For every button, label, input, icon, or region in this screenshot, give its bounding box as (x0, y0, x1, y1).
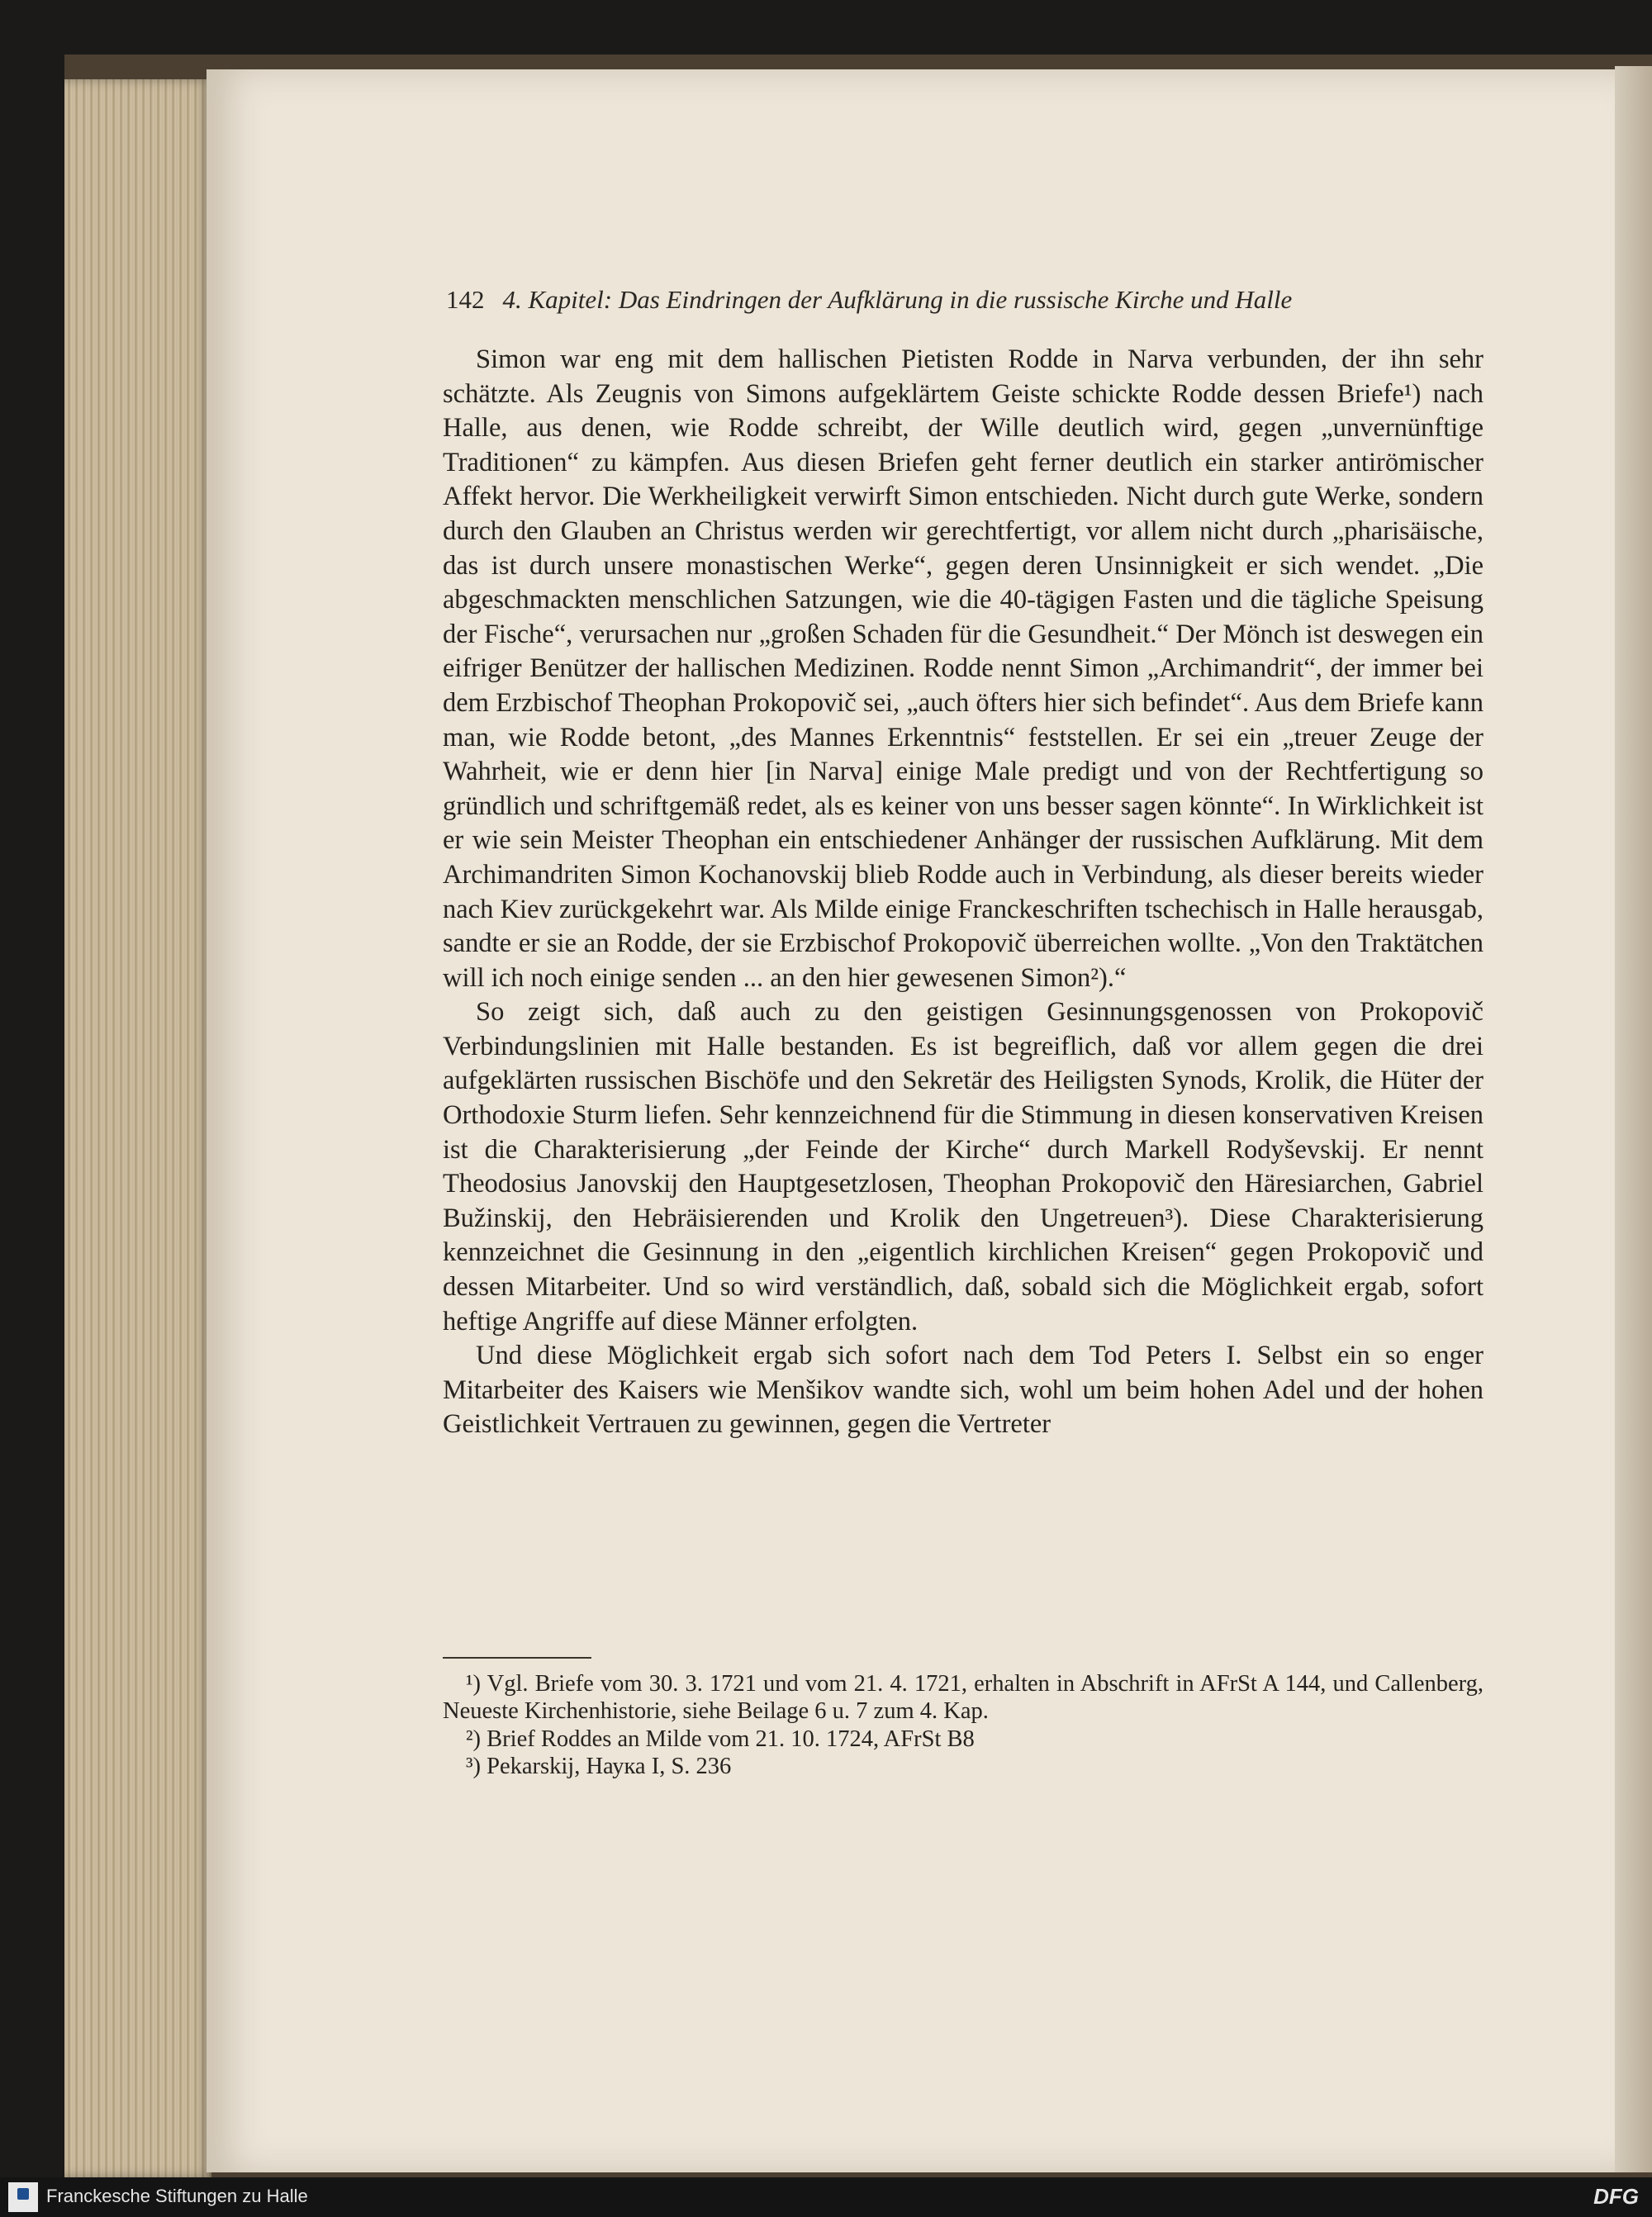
paragraph: So zeigt sich, daß auch zu den geistigen Gesinnungsgenossen von Prokopovič Verbindungslinien mit Halle bestanden. Es ist begreiflich, daß vor allem gegen die drei aufgeklärten russischen Bischöfe und den Sekretär des Heiligsten Synods, Krolik, die Hüter der Orthodoxie Sturm liefen. Sehr kennzeichnend für die Stimmung in diesen konservativen Kreisen ist die Charakterisierung „der Feinde der Kirche“ durch Markell Rodyševskij. Er nennt Theodosius Janovskij den Hauptgesetzlosen, Theophan Prokopovič den Häresiarchen, Gabriel Bužinskij, den Hebräisierenden und Krolik den Ungetreuen³). Diese Charakterisierung kennzeichnet die Gesinnung in den „eigentlich kirchlichen Kreisen“ gegen Prokopovič und dessen Mitarbeiter. Und so wird verständlich, daß, sobald sich die Möglichkeit ergab, sofort heftige Angriffe auf diese Männer erfolgten. (443, 997, 1483, 1336)
page-number: 142 (446, 285, 485, 314)
footnote-separator (443, 1657, 591, 1659)
running-header (446, 285, 1421, 321)
paragraph: Und diese Möglichkeit ergab sich sofort nach dem Tod Peters I. Selbst ein so enger Mitarbeiter des Kaisers wie Menšikov wandte sich, wohl um beim hohen Adel und der hohen Geistlichkeit Vertrauen zu gewinnen, gegen die Vertreter (443, 1341, 1483, 1440)
facing-page-edge (1615, 66, 1652, 2172)
paragraph: Simon war eng mit dem hallischen Pietisten Rodde in Narva verbunden, der ihn sehr schätzte. Als Zeugnis von Simons aufgeklärtem Geiste schickte Rodde dessen Briefe¹) nach Halle, aus denen, wie Rodde schreibt, der Wille deutlich wird, gegen „unvernünftige Traditionen“ zu kämpfen. Aus diesen Briefen geht ferner deutlich ein starker antirömischer Affekt hervor. Die Werkheiligkeit verwirft Simon entschieden. Nicht durch gute Werke, sondern durch den Glauben an Christus werden wir gerechtfertigt, vor allem nicht durch „pharisäische, das ist durch unsere monastischen Werke“, gegen deren Unsinnigkeit er sich wendet. „Die abgeschmackten menschlichen Satzungen, wie die 40-tägigen Fasten und die tägliche Speisung der Fische“, verursachen nur „großen Schaden für die Gesundheit.“ Der Mönch ist deswegen ein eifriger Benützer der hallischen Medizinen. Rodde nennt Simon „Archimandrit“, der immer bei dem Erzbischof Theophan Prokopovič sei, „auch öfters hier sich befindet“. Aus dem Briefe kann man, wie Rodde betont, „des Mannes Erkenntnis“ feststellen. Er sei ein „treuer Zeuge der Wahrheit, wie er denn hier [in Narva] einige Male predigt und von der Rechtfertigung so gründlich und schriftgemäß redet, als es keiner von uns besser sagen könnte“. In Wirklichkeit ist er wie sein Meister Theophan ein entschiedener Anhänger der russischen Aufklärung. Mit dem Archimandriten Simon Kochanovskij blieb Rodde auch in Verbindung, als dieser bereits wieder nach Kiev zurückgekehrt war. Als Milde einige Franckeschriften tschechisch in Halle herausgab, sandte er sie an Rodde, der sie Erzbischof Prokopovič überreichen wollte. „Von den Traktätchen will ich noch einige senden ... an den hier gewesenen Simon²).“ (443, 344, 1483, 993)
footnote: ³) Pekarskij, Наука I, S. 236 (466, 1753, 732, 1779)
institution-name: Franckesche Stiftungen zu Halle (46, 2186, 308, 2206)
institution-logo-icon (8, 2182, 38, 2212)
footnote: ²) Brief Roddes an Milde vom 21. 10. 1724, AFrSt B8 (466, 1726, 975, 1752)
page-edges (64, 79, 211, 2177)
body-text (443, 343, 1483, 1442)
footnote: ¹) Vgl. Briefe vom 30. 3. 1721 und vom 21. 4. 1721, erhalten in Abschrift in AFrSt A 144, und Callenberg, Neueste Kirchenhistorie, siehe Beilage 6 u. 7 zum 4. Kap. (443, 1671, 1483, 1725)
running-title: 4. Kapitel: Das Eindringen der Aufklärung in die russische Kirche und Halle (502, 285, 1293, 314)
footnotes (443, 1670, 1483, 1780)
viewer-footer-bar (0, 2177, 1652, 2217)
dfg-logo: DFG (1593, 2184, 1639, 2209)
